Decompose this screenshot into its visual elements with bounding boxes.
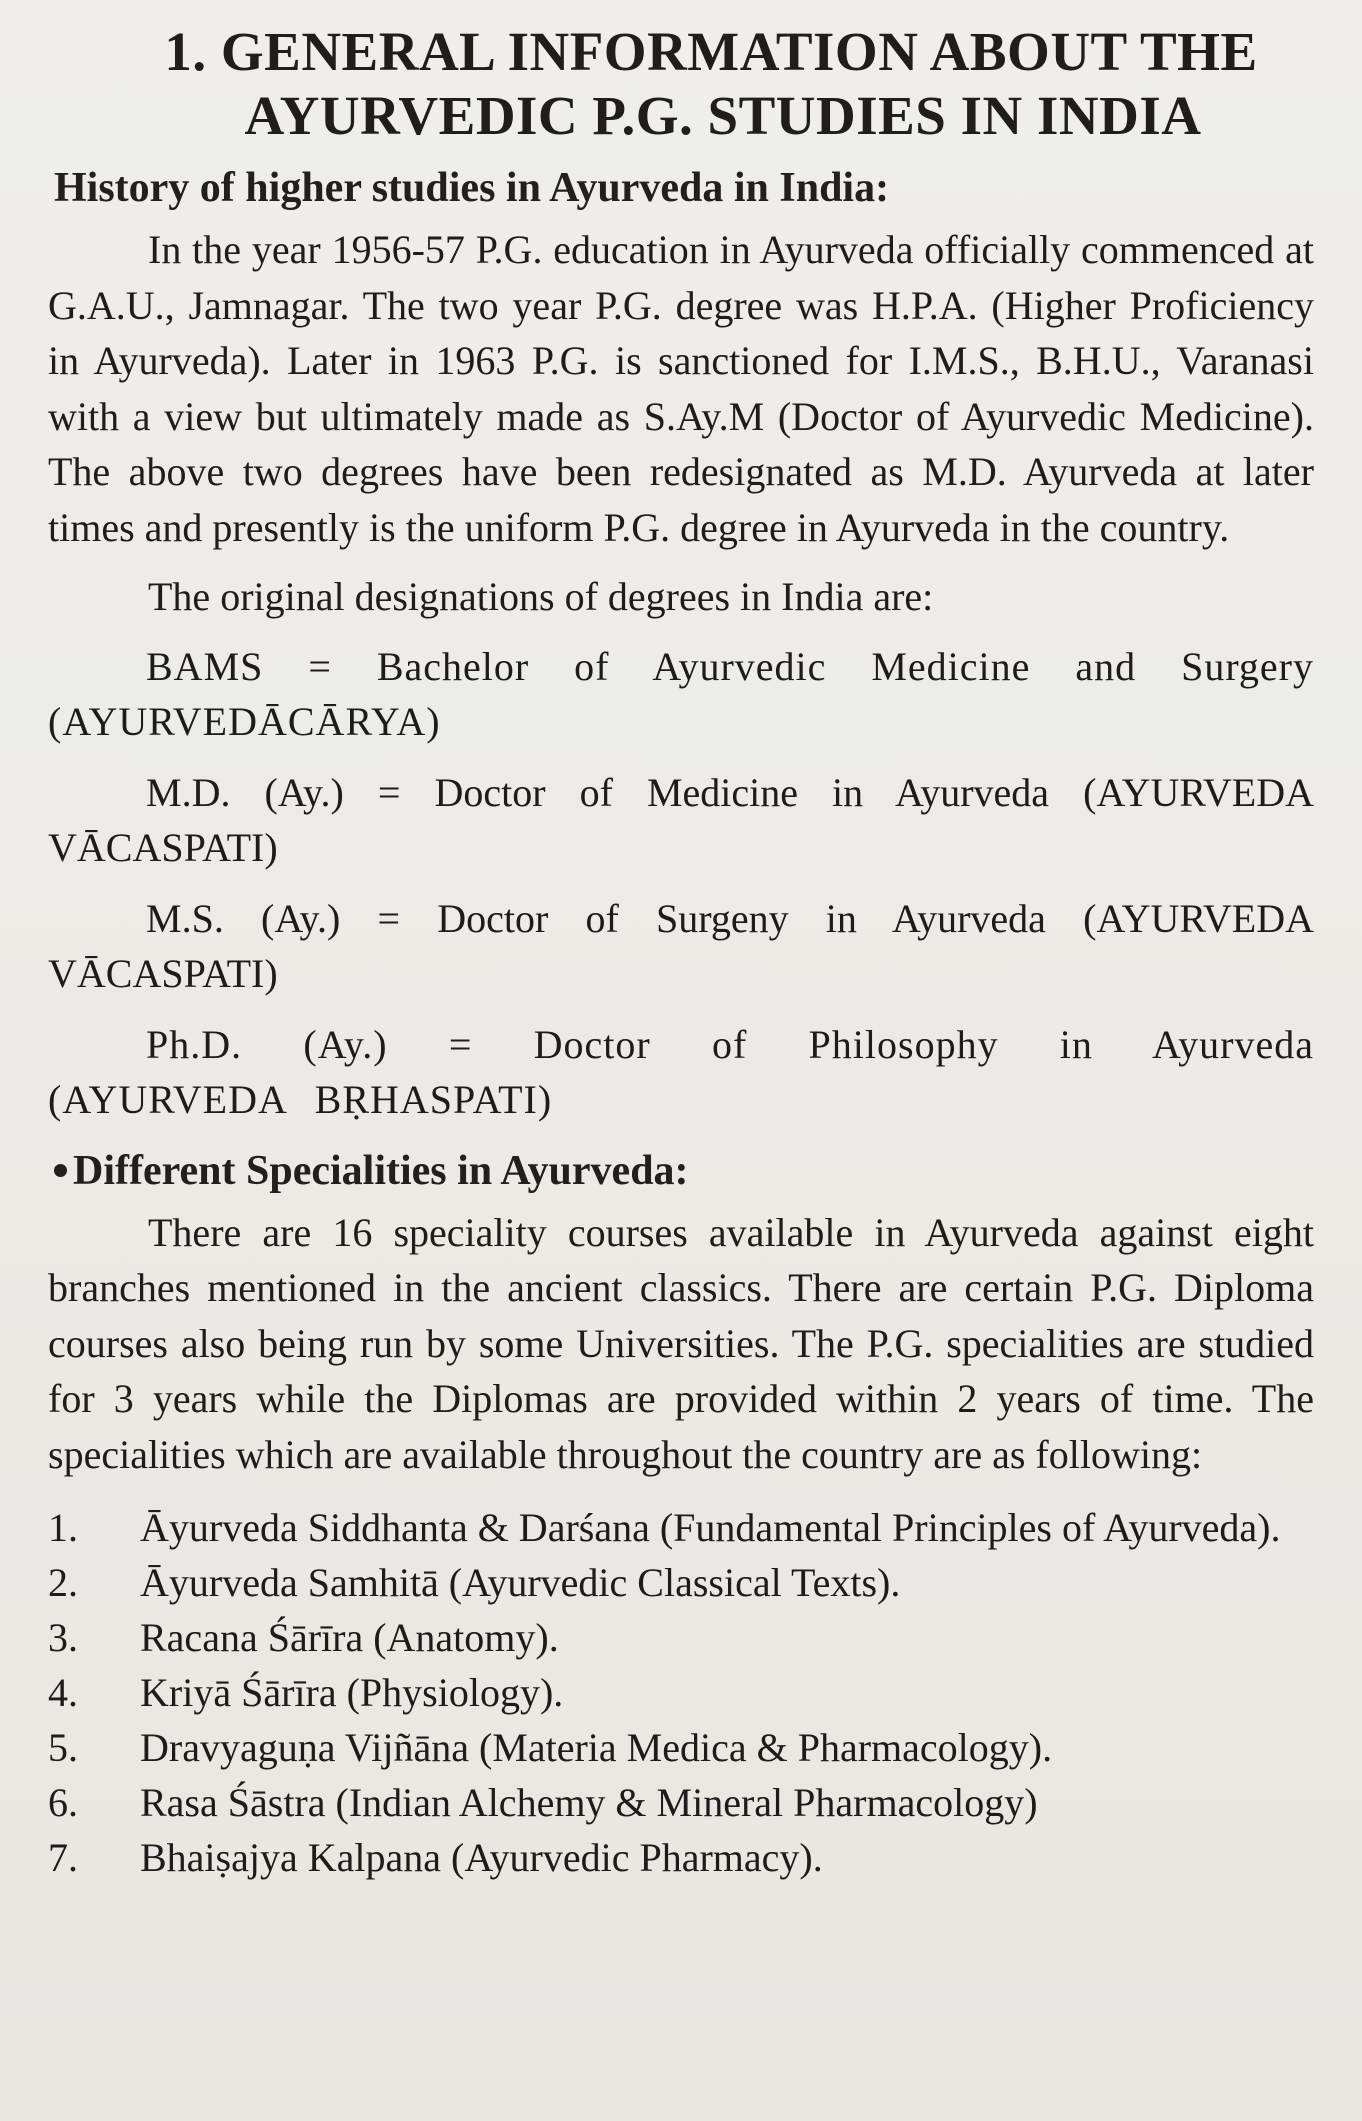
- degree-bams: BAMS = Bachelor of Ayurvedic Medicine and Surgery (AYURVEDĀCĀRYA): [48, 643, 1314, 744]
- specialities-list: [48, 1500, 1314, 1885]
- list-item-text: Racana Śārīra (Anatomy).: [140, 1615, 559, 1660]
- degree-phd: Ph.D. (Ay.) = Doctor of Philosophy in Ayurveda (AYURVEDA BṚHASPATI): [48, 1021, 1314, 1122]
- list-item: [48, 1720, 1314, 1775]
- list-item-number: 6.: [48, 1780, 78, 1825]
- list-item-number: 1.: [48, 1505, 78, 1550]
- list-item-text: Kriyā Śārīra (Physiology).: [140, 1670, 564, 1715]
- list-item-text: Rasa Śāstra (Indian Alchemy & Mineral Pharmacology): [140, 1780, 1038, 1825]
- list-item: [48, 1610, 1314, 1665]
- chapter-title-line-1: 1. GENERAL INFORMATION ABOUT THE: [164, 21, 1258, 82]
- list-item-text: Āyurveda Samhitā (Ayurvedic Classical Texts).: [140, 1560, 901, 1605]
- list-item-number: 5.: [48, 1725, 78, 1770]
- list-item-text: Bhaiṣajya Kalpana (Ayurvedic Pharmacy).: [140, 1835, 823, 1880]
- list-item: [48, 1665, 1314, 1720]
- chapter-title: [48, 20, 1314, 148]
- history-heading: History of higher studies in Ayurveda in India:: [54, 165, 890, 211]
- degree-md: M.D. (Ay.) = Doctor of Medicine in Ayurveda (AYURVEDA VĀCASPATI): [48, 769, 1314, 870]
- degree-ms: M.S. (Ay.) = Doctor of Surgeny in Ayurveda (AYURVEDA VĀCASPATI): [48, 895, 1314, 996]
- list-item-number: 3.: [48, 1615, 78, 1660]
- degrees-intro: The original designations of degrees in India are:: [148, 574, 934, 619]
- chapter-title-line-2: AYURVEDIC P.G. STUDIES IN INDIA: [244, 85, 1202, 146]
- specialities-heading: [54, 1143, 1314, 1199]
- specialities-heading-text: Different Specialities in Ayurveda:: [73, 1147, 689, 1194]
- history-paragraph: In the year 1956-57 P.G. education in Ayurveda officially commenced at G.A.U., Jamnagar. The two year P.G. degree was H.P.A. (Higher Proficiency in Ayurveda). Later in 1963 P.G. is sanctioned for I.M.S., B.H.U., Varanasi with a view but ultimately made as S.Ay.M (Doctor of Ayurvedic Medicine). The above two degrees have been redesignated as M.D. Ayurveda at later times and presently is the uniform P.G. degree in Ayurveda in the country.: [48, 227, 1314, 550]
- list-item: [48, 1775, 1314, 1830]
- list-item-number: 4.: [48, 1670, 78, 1715]
- list-item-text: Dravyaguṇa Vijñāna (Materia Medica & Pharmacology).: [140, 1725, 1053, 1770]
- list-item: [48, 1555, 1314, 1610]
- specialities-paragraph: There are 16 speciality courses available in Ayurveda against eight branches mentioned in the ancient classics. There are certain P.G. Diploma courses also being run by some Universities. The P.G. specialities are studied for 3 years while the Diplomas are provided within 2 years of time. The specialities which are available throughout the country are as following:: [48, 1209, 1314, 1477]
- list-item: [48, 1830, 1314, 1885]
- bullet-icon: [54, 1164, 67, 1177]
- list-item-text: Āyurveda Siddhanta & Darśana (Fundamental Principles of Ayurveda).: [140, 1505, 1281, 1550]
- list-item: [48, 1500, 1314, 1555]
- list-item-number: 7.: [48, 1835, 78, 1880]
- list-item-number: 2.: [48, 1560, 78, 1605]
